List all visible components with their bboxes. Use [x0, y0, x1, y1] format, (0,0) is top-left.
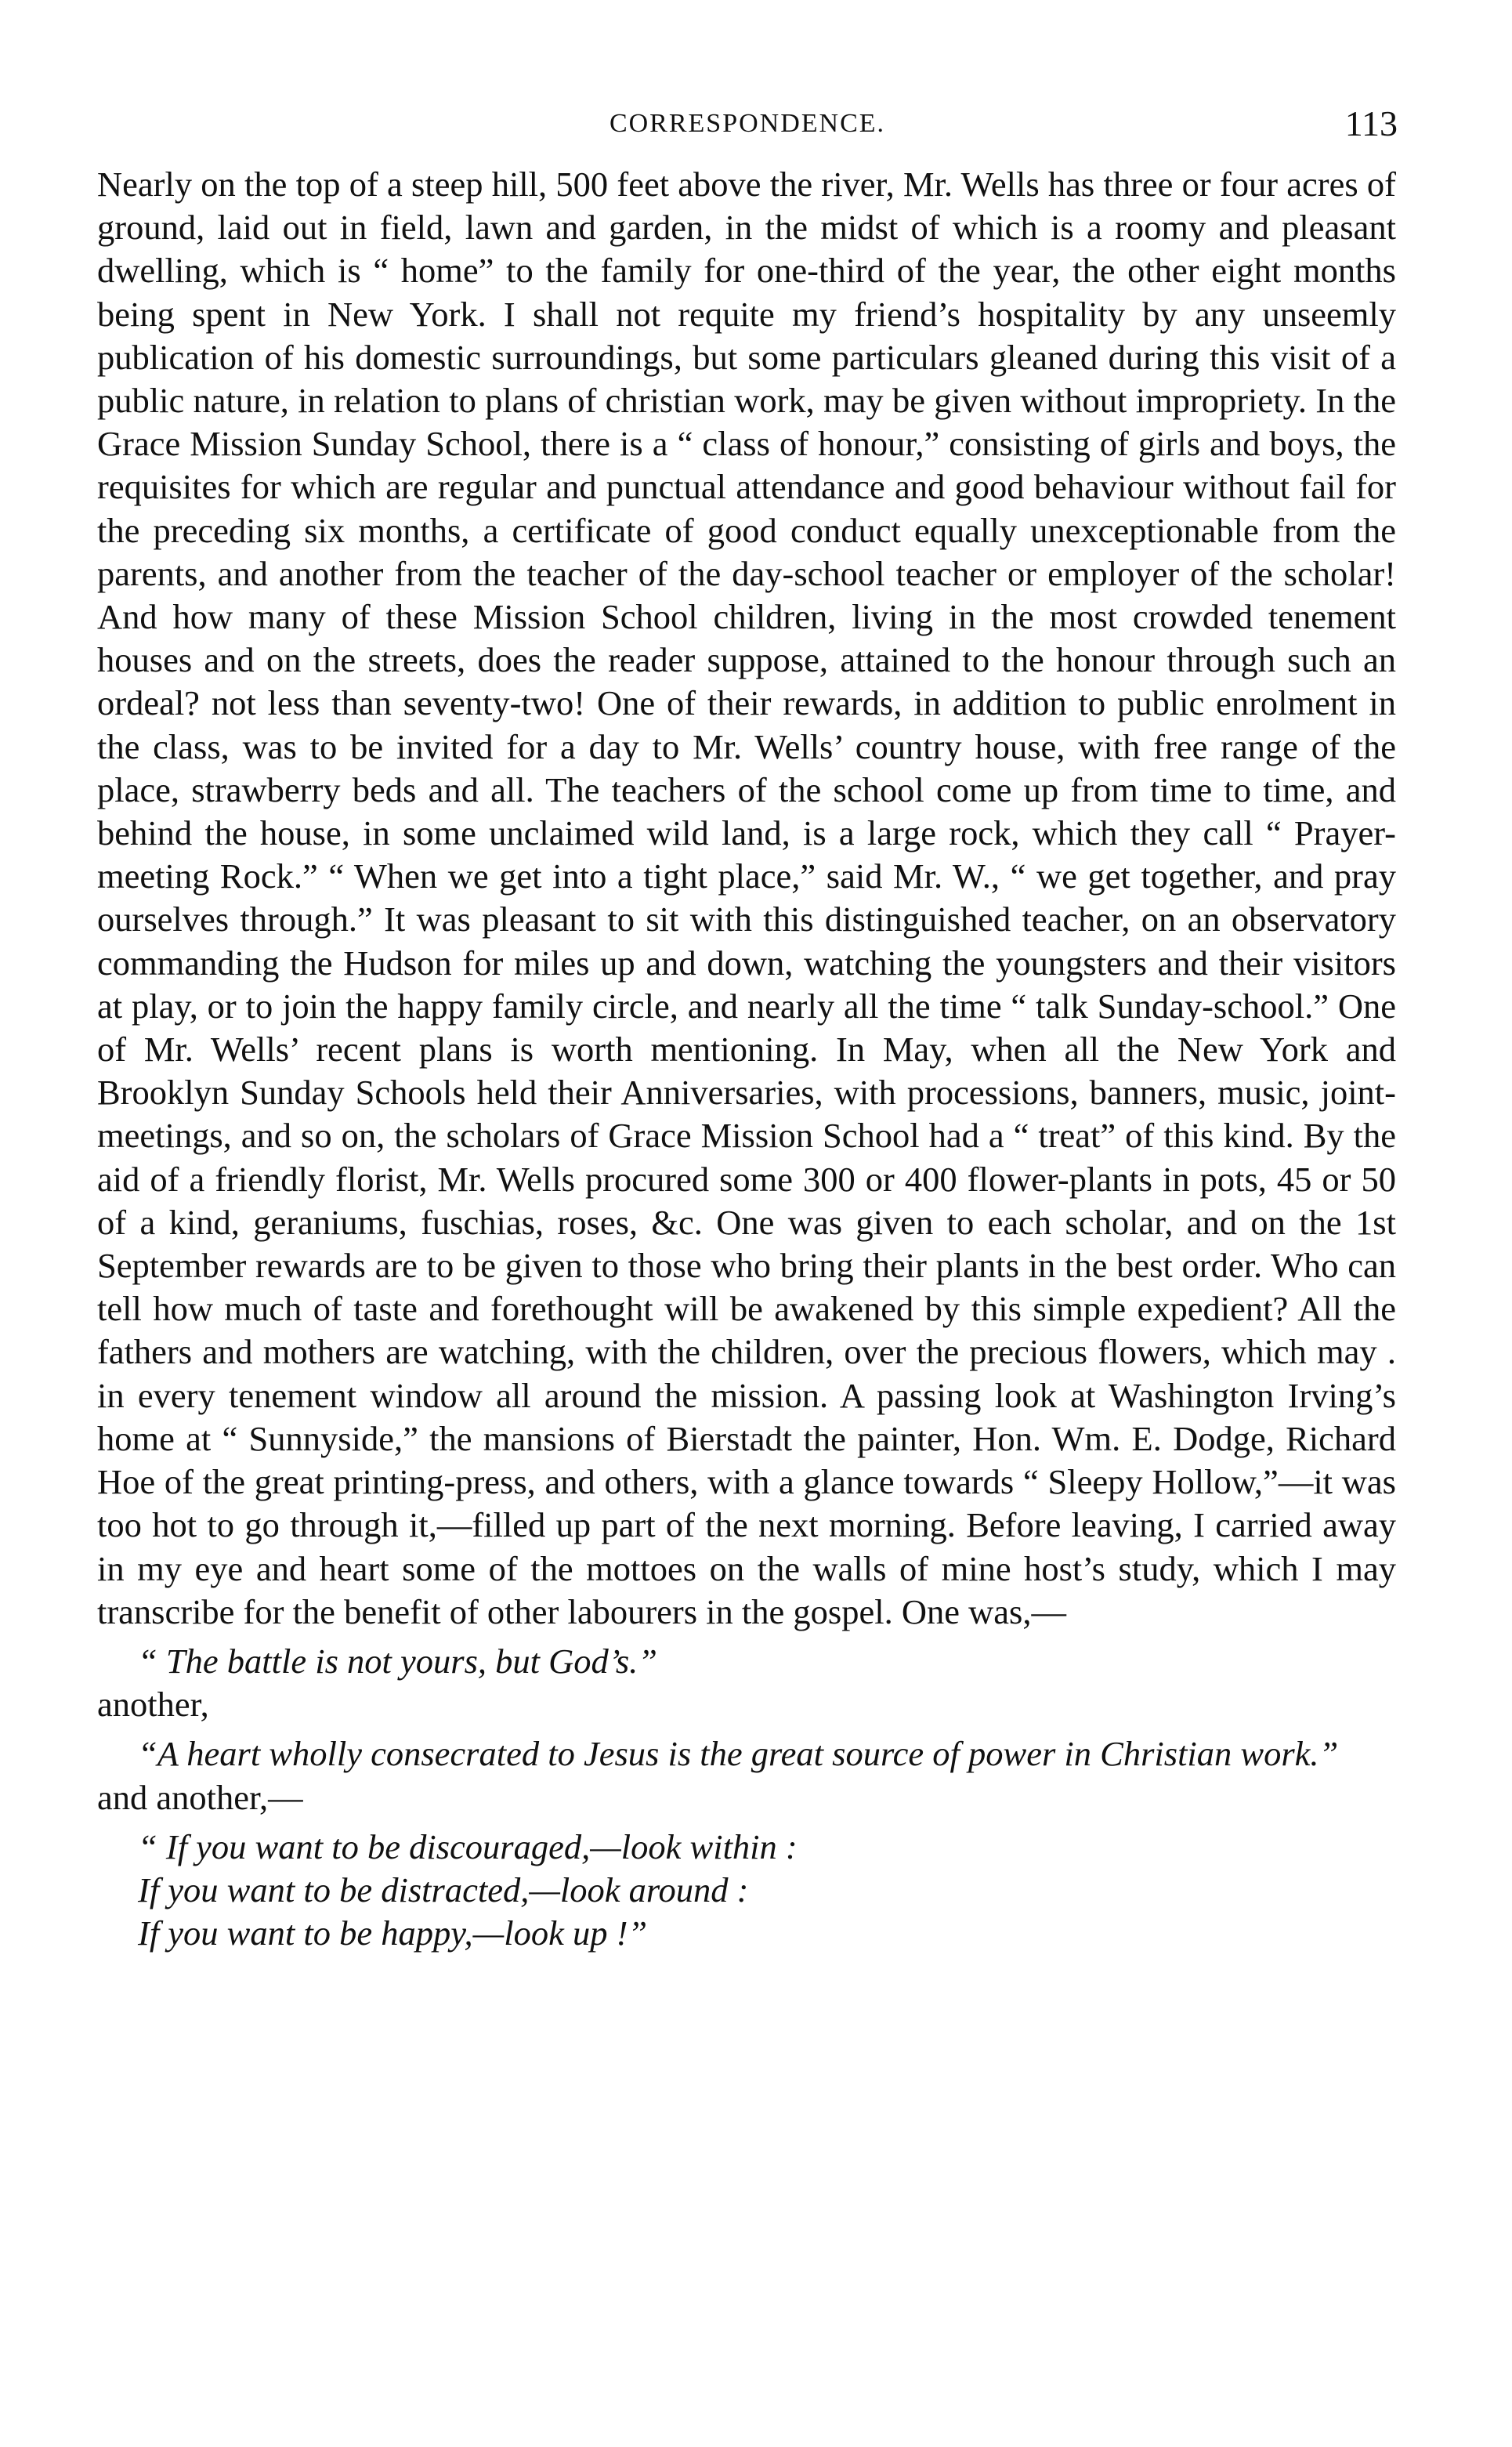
running-title: CORRESPONDENCE. — [609, 109, 886, 138]
body-text — [97, 163, 1396, 1955]
motto-3-line-3: If you want to be happy,—look up !” — [138, 1913, 648, 1953]
connector-another: another, — [97, 1685, 209, 1725]
main-paragraph: Nearly on the top of a steep hill, 500 feet above the river, Mr. Wells has three or four acres of ground, laid out in field, lawn and garden, in the midst of which is a roomy and pleasant dwelling, which is “ home” to the family for one-third of the year, the other eight months being spent in New York. I shall not requite my friend’s hospitality by any unseemly publication of his domestic surroundings, but some particulars gleaned during this visit of a public nature, in relation to plans of christian work, may be given without impropriety. In the Grace Mission Sunday School, there is a “ class of honour,” consisting of girls and boys, the requisites for which are regular and punctual attendance and good behaviour without fail for the preceding six months, a certificate of good conduct equally unexceptionable from the parents, and another from the teacher of the day-school teacher or employer of the scholar! And how many of these Mission School children, living in the most crowded tenement houses and on the streets, does the reader suppose, attained to the honour through such an ordeal? not less than seventy-two! One of their rewards, in addition to public enrolment in the class, was to be invited for a day to Mr. Wells’ country house, with free range of the place, strawberry beds and all. The teachers of the school come up from time to time, and behind the house, in some unclaimed wild land, is a large rock, which they call “ Prayer-meeting Rock.” “ When we get into a tight place,” said Mr. W., “ we get together, and pray ourselves through.” It was pleasant to sit with this distinguished teacher, on an observatory commanding the Hudson for miles up and down, watching the youngsters and their visitors at play, or to join the happy family circle, and nearly all the time “ talk Sunday-school.” One of Mr. Wells’ recent plans is worth mentioning. In May, when all the New York and Brooklyn Sunday Schools held their Anniversaries, with processions, banners, music, joint-meetings, and so on, the scholars of Grace Mission School had a “ treat” of this kind. By the aid of a friendly florist, Mr. Wells procured some 300 or 400 flower-plants in pots, 45 or 50 of a kind, geraniums, fuschias, roses, &c. One was given to each scholar, and on the 1st September rewards are to be given to those who bring their plants in the best order. Who can tell how much of taste and forethought will be awakened by this simple expedient? All the fathers and mothers are watching, with the children, over the precious flowers, which may . in every tenement window all around the mission. A passing look at Washington Irving’s home at “ Sunnyside,” the mansions of Bierstadt the painter, Hon. Wm. E. Dodge, Richard Hoe of the great printing-press, and others, with a glance towards “ Sleepy Hollow,”—it was too hot to go through it,—filled up part of the next morning. Before leaving, I carried away in my eye and heart some of the mottoes on the walls of mine host’s study, which I may transcribe for the benefit of other labourers in the gospel. One was,— — [97, 165, 1396, 1631]
running-head — [97, 100, 1398, 147]
page-number: 113 — [1344, 103, 1398, 143]
motto-3-line-1: “ If you want to be discouraged,—look within : — [138, 1826, 798, 1866]
motto-2: “A heart wholly consecrated to Jesus is the great source of power in Christian work.” — [138, 1734, 1339, 1774]
connector-and-another: and another,— — [97, 1777, 303, 1817]
motto-3-line-2: If you want to be distracted,—look around : — [138, 1870, 749, 1909]
motto-1: “ The battle is not yours, but God’s.” — [138, 1641, 658, 1681]
